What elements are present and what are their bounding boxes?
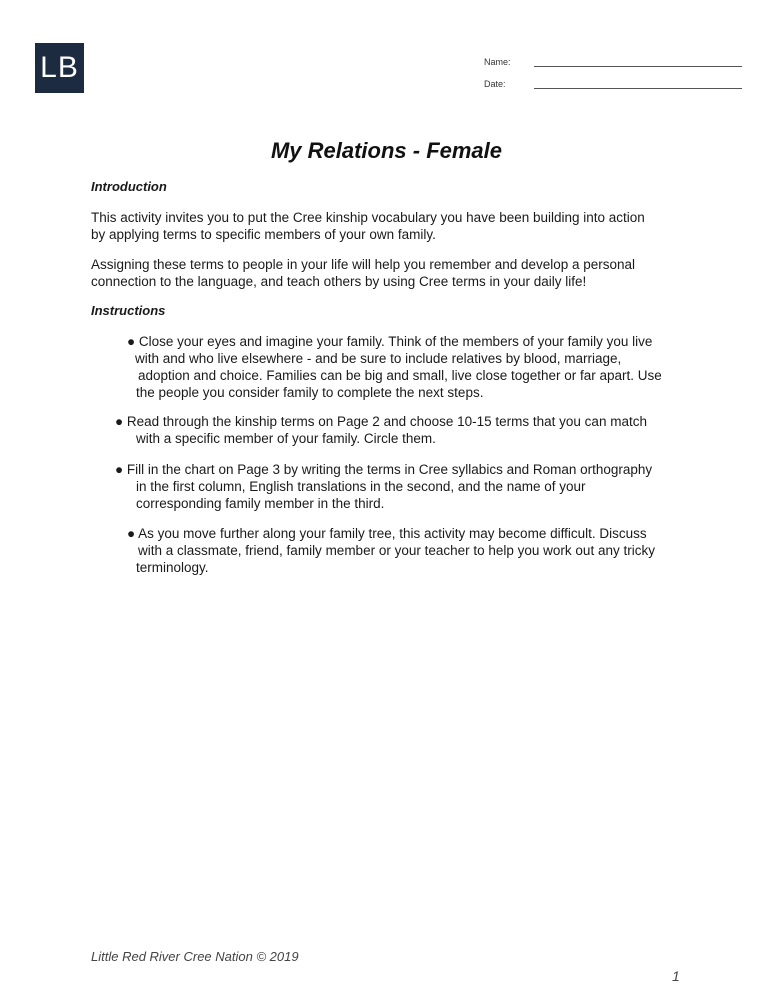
date-line xyxy=(534,88,742,89)
page-title: My Relations - Female xyxy=(270,138,503,163)
instruction-3-line-2: in the first column, English translations in the second, and the name of your xyxy=(136,479,586,494)
intro-paragraph-2 xyxy=(91,256,691,290)
date-label: Date: xyxy=(484,79,506,89)
instruction-1-line-3: adoption and choice. Families can be big and small, live close together or far apart. Use xyxy=(138,368,662,383)
intro-p1-line-2: by applying terms to specific members of your own family. xyxy=(91,227,436,242)
instruction-2-line-1: ● Read through the kinship terms on Page 2 and choose 10-15 terms that you can match xyxy=(115,414,647,429)
instruction-4-line-1: ● As you move further along your family tree, this activity may become difficult. Discuss xyxy=(127,526,647,541)
name-line xyxy=(534,66,742,67)
instruction-4-line-2: with a classmate, friend, family member or your teacher to help you work out any tricky xyxy=(138,543,655,558)
name-field[interactable] xyxy=(484,57,744,67)
intro-p2-line-2: connection to the language, and teach others by using Cree terms in your daily life! xyxy=(91,274,587,289)
page-number: 1 xyxy=(672,968,680,984)
instruction-1-line-1: ● Close your eyes and imagine your family. Think of the members of your family you live xyxy=(127,334,653,349)
introduction-heading: Introduction xyxy=(91,179,167,194)
instruction-item-2 xyxy=(115,413,647,447)
intro-p2-line-1: Assigning these terms to people in your life will help you remember and develop a personal xyxy=(91,257,636,272)
logo: LB xyxy=(35,43,84,93)
intro-paragraph-1 xyxy=(91,209,691,243)
intro-p1-line-1: This activity invites you to put the Cree kinship vocabulary you have been building into action xyxy=(91,210,645,225)
instruction-4-line-3: terminology. xyxy=(136,560,209,575)
footer-copyright: Little Red River Cree Nation © 2019 xyxy=(91,949,299,964)
instruction-1-line-4: the people you consider family to complete the next steps. xyxy=(136,385,484,400)
date-field[interactable] xyxy=(484,79,744,89)
instruction-2-line-2: with a specific member of your family. Circle them. xyxy=(136,431,436,446)
name-label: Name: xyxy=(484,57,511,67)
instruction-3-line-1: ● Fill in the chart on Page 3 by writing the terms in Cree syllabics and Roman orthography xyxy=(115,462,653,477)
instruction-item-1 xyxy=(127,333,662,401)
instruction-3-line-3: corresponding family member in the third. xyxy=(136,496,385,511)
instructions-heading: Instructions xyxy=(91,303,166,318)
instruction-item-3 xyxy=(115,461,652,512)
instruction-1-line-2: with and who live elsewhere - and be sure to include relatives by blood, marriage, xyxy=(135,351,622,366)
instruction-item-4 xyxy=(127,525,655,576)
